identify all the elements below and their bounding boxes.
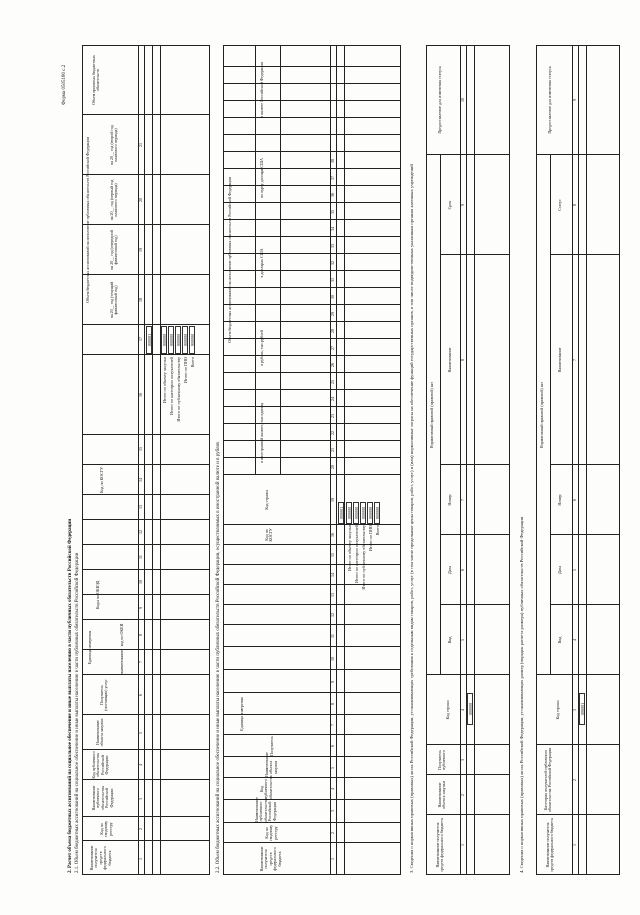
t2-total-label: Итого по объекту закупки — [347, 525, 352, 572]
t3-h-name: Наименование — [447, 347, 452, 373]
t4-h-act: Нормативный правовой (правовой) акт — [539, 381, 544, 449]
t4-h-recipient: Наименование получателя средств федерального бюджета — [545, 818, 555, 872]
t2-total-label: Всего — [375, 525, 380, 536]
s21-title: 2.1. Объем бюджетных ассигнований на социальное обеспечение и иные выплаты населению в части публичных обязательств Российской Федерации — [75, 552, 80, 873]
t2-h-rf-currency: в валюте Российской Федерации — [259, 62, 264, 118]
t4-h-type: Вид — [557, 636, 562, 644]
s4-title: 4. Сведения о нормативных правовых (правовых) актах Российской Федерации, устанавливающих размер (порядок расчета размера) публичных обязательств Российской Федерации — [519, 516, 524, 873]
t1-h-recipient: Наименование получателя средств федерального бюджета — [89, 845, 112, 871]
t2-h-usd: в долларах США — [259, 248, 264, 278]
t2-total-label: Итого по ПНО — [368, 525, 373, 552]
t2-h-usd-rate: по курсу доллара США — [259, 158, 264, 198]
section2-title: 2. Расчет объема бюджетных ассигнований на социальное обеспечение и иные выплаты населению в части публичных обязательств Российской Федерации — [68, 518, 73, 873]
t1-h-y3: на 20__ год (первый год планового периода) — [109, 179, 119, 221]
t4-row-code: 000001 — [579, 693, 585, 725]
t2-row-code: 000001 — [338, 502, 344, 524]
t2-total-code: 000000 — [367, 502, 373, 524]
t4-h-name: Наименование — [557, 347, 562, 373]
t1-h-provider: Получатель (поставщик) услуг — [99, 679, 109, 711]
t1-h-okved: Коды по ОКВЭД — [95, 580, 100, 610]
t1-total-label: Итого по публичному обязательству — [176, 357, 181, 422]
t1-h-unit: Единица измерения — [87, 630, 92, 665]
t4-h-date: Дата — [557, 566, 562, 574]
t3-h-object: Наименование объекта закупки — [437, 781, 447, 809]
table-2-frame — [223, 45, 401, 875]
t2-h-obl-code: Код публичного обязательства — [259, 775, 273, 799]
t4-h-status-change: Предоставление для изменения статуса — [547, 66, 552, 134]
t2-h-volume: Объем бюджетных ассигнований на исполнение публичных обязательств Российской Федерации — [227, 177, 232, 343]
t2-h-object: Наименование объекта закупки — [264, 752, 278, 777]
t3-h-number: Номер — [447, 494, 452, 506]
t1-h-obligation: Наименование публичного обязательства Российской Федерации — [91, 785, 114, 811]
t3-h-act: Нормативный правовой (правовой) акт — [429, 381, 434, 449]
t1-h-unit-name: наименование — [119, 649, 124, 674]
t1-total-label: Итого по категории получателей — [169, 357, 174, 415]
rotated-form: Форма 0505180 с.2 2. Расчет объема бюджетных ассигнований на социальное обеспечение и иные выплаты населению в части публичных обязательств Российской Федерации 2.1. Объем бюджетных ассигнований на социальное обеспечение и иные выплаты населению в части публичных обязательств Российской Федерации Наименование получателя средств федерального бюджета Код по сводному реестру Наименование публичного обязательства Российской Федерации Код публичного обязательства Российской Федерации Наименование объекта закупки Получатель (поставщик) услуг Единица измерения наименование код по ОКЕИ Коды по ОКВЭД Код по КОСГУ Объем бюджетных ассигнований на исполнение публичных обязательств Российской Федерации на 20__ год (текущий финансовый год) на 20__ год (очередной финансовый год) на 20__ год (первый год планового периода) на 20__ год (второй год планового периода) Объем принятых бюджетных обязательств 1 2 3 4 5 6 7 8 9 10 11 12 13 14 15 16 17 18 19 20 21 000001 Итого по объекту закупки 000000 Итого по категории получателей 000000 Итого по публичному обязательству 000000 Итого по ПНО 000000 Всего 900000 2.2. Объем бюджетных ассигнований на социальное обеспечение и иные выплаты населению в части публичных обязательств Российской Федерации, осуществляемых в иностранной валюте и в рублях Наименование получателя средств федерального бюджета Код по сводному реестру Наименование публичного обязательства Российской Федерации Код публичного обязательства Наименование объекта закупки Получатель Единица измерения Код по КОСГУ Код страны Объем бюджетных ассигнований на исполнение публичных обязательств Российской Федерации в иностранной валюте, тыс.единиц в рублях, тыс.рублей в долларах США по курсу доллара США в валюте Российской Федерации 1 2 3 4 5 6 7 8 9 10 11 12 13 14 15 16 19 20 21 22 23 24 25 26 27 28 29 30 31 32 33 34 35 36 37 38 000001 Итого по объекту закупки 000000 Итого по категории получателей 000000 Итого по публичному обязательству 000000 Итого по ПНО 000000 Всего 900000 3. Сведения о нормативных правовых (правовых) актах Российской Федерации, устанавливающих требования к отдельным видам товаров, работ, услуг (в том числе предельные цены товаров, работ, услуг) и (или) нормативные затраты на обеспечение функций государственных органов, в том числе подведомственных указанным органам казенных учреждений Наименование получателя средств федерального бюджета Наименование объекта закупки Получатель публичного Код строки Нормативный правовой (правовой) акт Вид Дата Номер Наименование Срок Предоставление для изменения статуса 1 2 3 4 5 6 7 8 9 10 000000 4. Сведения о нормативных правовых (правовых) актах Российской Федерации, устанавливающих размер (порядок расчета размера) публичных обязательств Российской Федерации Наименование получателя средств федерального бюджета Категория получателей публичного обязательства Российской Федерации Код строки Нормативный правовой (правовой) акт Вид Дата Номер Наименование Статус Предоставление для изменения статуса 1 2 3 4 5 6 7 8 9 000001 — [60, 45, 630, 875]
t1-h-reg-code: Код по сводному реестру — [99, 820, 113, 838]
t3-row-code: 000000 — [467, 693, 473, 725]
t2-h-recipient2: Получатель — [269, 736, 274, 756]
t1-total-code: 000000 — [175, 326, 181, 354]
t2-h-recipient: Наименование получателя средств федерального бюджета — [259, 846, 282, 872]
t2-h-unit: Единица измерения — [239, 697, 244, 731]
t4-h-number: Номер — [557, 494, 562, 506]
t1-h-accepted: Объем принятых бюджетных обязательств — [91, 55, 101, 105]
s22-title: 2.2. Объем бюджетных ассигнований на социальное обеспечение и иные выплаты населению в части публичных обязательств Российской Федерации, осуществляемых в иностранной валюте и в рублях — [216, 441, 221, 873]
t2-total-code: 900000 — [374, 502, 380, 524]
t1-h-y4: на 20__ год (второй год планового периода) — [109, 125, 119, 165]
t1-h-y2: на 20__ год (очередной финансовый год) — [109, 230, 119, 270]
t4-h-category: Категория получателей публичного обязательства Российской Федерации — [543, 747, 553, 813]
t3-h-type: Вид — [447, 636, 452, 644]
t1-total-code: 000000 — [161, 326, 167, 354]
t2-h-foreign: в иностранной валюте, тыс.единиц — [259, 403, 264, 463]
t2-h-reg-code: Код по сводному реестру — [264, 824, 278, 842]
t3-h-term: Срок — [447, 200, 452, 210]
t2-h-obligation: Наименование публичного обязательства Российской Федерации — [254, 797, 277, 822]
t3-h-row-code: Код строки — [445, 700, 450, 720]
s3-title: 3. Сведения о нормативных правовых (правовых) актах Российской Федерации, устанавливающих требования к отдельным видам товаров, работ, услуг (в том числе предельные цены товаров, работ, услуг) и (или) нормативные затраты на обеспечение функций государственных органов, в том числе подведомственных указанным органам казенных учреждений — [409, 164, 414, 873]
t4-h-row-code: Код строки — [555, 700, 560, 720]
t1-total-label: Итого по объекту закупки — [162, 357, 167, 404]
t2-h-kosgu: Код по КОСГУ — [264, 528, 274, 542]
t4-h-status: Статус — [557, 199, 562, 211]
t3-h-provider: Получатель публичного — [437, 750, 447, 770]
t1-h-volume: Объем бюджетных ассигнований на исполнение публичных обязательств Российской Федерации — [85, 137, 90, 303]
t1-total-code: 900000 — [189, 326, 195, 354]
t2-total-label: Итого по категории получателей — [354, 525, 359, 583]
t2-h-country: Код страны — [264, 490, 269, 510]
t2-total-label: Итого по публичному обязательству — [361, 525, 366, 590]
t1-h-kosgu: Код по КОСГУ — [99, 467, 104, 493]
t3-h-status: Предоставление для изменения статуса — [437, 66, 442, 134]
t1-h-y1: на 20__ год (текущий финансовый год) — [109, 281, 119, 319]
t2-total-code: 000000 — [360, 502, 366, 524]
t1-total-code: 000000 — [168, 326, 174, 354]
t2-total-code: 000000 — [353, 502, 359, 524]
t2-total-code: 000000 — [346, 502, 352, 524]
t1-h-object: Наименование объекта закупки — [95, 718, 105, 747]
t1-row-code: 000001 — [146, 326, 152, 354]
t3-h-recipient: Наименование получателя средств федерального бюджета — [435, 818, 445, 872]
t3-h-date: Дата — [447, 566, 452, 574]
t1-h-obl-code: Код публичного обязательства Российской Федерации — [91, 751, 110, 779]
t1-h-okei: код по ОКЕИ — [119, 623, 124, 647]
t1-total-label: Итого по ПНО — [183, 357, 188, 384]
t2-h-rub: в рублях, тыс.рублей — [259, 330, 264, 366]
form-code: Форма 0505180 с.2 — [62, 64, 67, 105]
t1-total-code: 000000 — [182, 326, 188, 354]
t1-total-label: Всего — [190, 357, 195, 368]
